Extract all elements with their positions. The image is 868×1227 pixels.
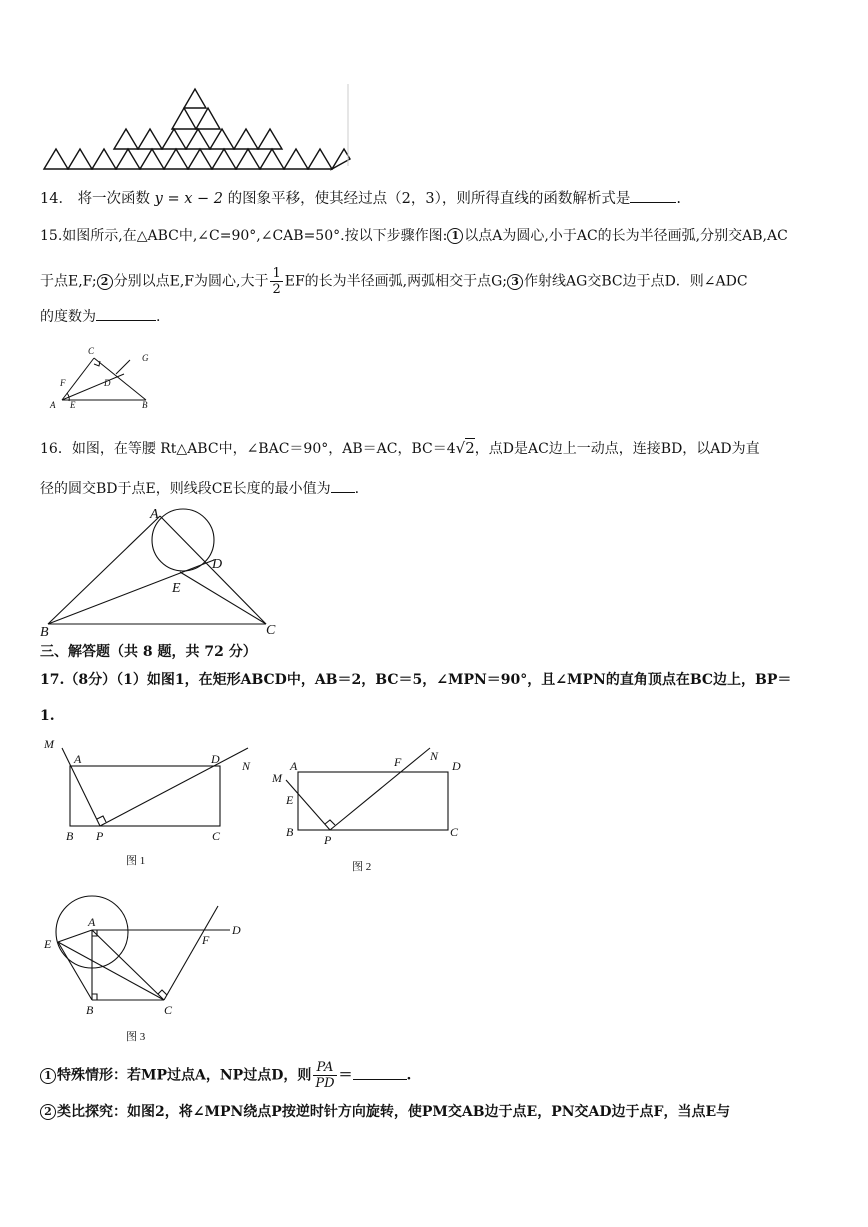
- fig1-label-m: M: [44, 737, 54, 751]
- q15-answer-blank[interactable]: [96, 306, 156, 321]
- q16-figure: [36, 504, 286, 638]
- fig1-label-b: B: [66, 829, 74, 843]
- q15-line-3: 的度数为: [40, 309, 96, 325]
- fig3-label-d: D: [232, 923, 241, 937]
- q15-label-a: A: [50, 400, 56, 410]
- q15-label-e: E: [70, 400, 76, 410]
- q17-part-1-end: .: [406, 1067, 412, 1084]
- fig3-label-b: B: [86, 1003, 94, 1017]
- q16-label-d: D: [212, 557, 223, 572]
- q16-answer-blank[interactable]: [331, 478, 355, 493]
- q16-label-a: A: [150, 507, 159, 522]
- fig2-label-p: P: [324, 833, 332, 847]
- q14-end: .: [676, 191, 681, 207]
- fig1-label-n: N: [242, 759, 251, 773]
- fig2-label-c: C: [450, 825, 459, 839]
- q17-part-2-marker: 2: [40, 1104, 56, 1120]
- question-17-line-1: 17.（8分）（1）如图1，在矩形ABCD中，AB＝2，BC＝5，∠MPN＝90°，且∠MPN的直角顶点在BC边上，BP＝: [40, 672, 792, 688]
- q16-end: .: [354, 481, 360, 497]
- fig3-label-f: F: [202, 933, 210, 947]
- q14-text-pre: 将一次函数: [77, 191, 151, 207]
- fig3-label-a: A: [88, 915, 96, 929]
- question-15-line-3: [40, 306, 160, 327]
- q15-label-b: B: [142, 400, 148, 410]
- q15-frac-num: 1: [272, 266, 281, 281]
- q16-line-1b: ，点D是AC边上一动点，连接BD，以AD为直: [474, 441, 760, 457]
- q15-figure: [44, 344, 164, 414]
- fig1-label-a: A: [74, 752, 82, 766]
- fig1-label-p: P: [96, 829, 104, 843]
- q16-line-1a: 16．如图，在等腰 Rt△ABC中，∠BAC＝90°，AB＝AC，BC＝4: [40, 441, 456, 457]
- q15-label-f: F: [60, 378, 66, 388]
- q17-figure-3: [40, 880, 260, 1046]
- q17-pa-pd-fraction: [313, 1060, 336, 1091]
- q15-frac-den: 2: [272, 282, 281, 297]
- fig2-label-a: A: [290, 759, 298, 773]
- fig3-caption: 图 3: [126, 1031, 146, 1043]
- q15-line-2a: 于点E,F;: [40, 273, 97, 290]
- fig1-caption: 图 1: [126, 855, 146, 867]
- q15-label-d: D: [104, 378, 111, 388]
- fig1-label-c: C: [212, 829, 221, 843]
- q17-part-2-text: 类比探究：如图2，将∠MPN绕点P按逆时针方向旋转，使PM交AB边于点E，PN交AD边于点F，当点E与: [57, 1104, 731, 1120]
- q15-label-g: G: [142, 353, 149, 363]
- q14-answer-blank[interactable]: [630, 188, 676, 203]
- fig2-label-n: N: [430, 749, 439, 763]
- fig2-label-b: B: [286, 825, 294, 839]
- q15-step-2: 分别以点E,F为圆心,大于: [113, 273, 269, 290]
- q17-part-2: [40, 1102, 730, 1122]
- q17-part-1-text: 特殊情形：若MP过点A，NP过点D，则: [57, 1067, 312, 1084]
- q15-half-fraction: [270, 266, 282, 297]
- q15-step-3: 作射线AG交BC边于点D．则∠ADC: [524, 273, 748, 290]
- q17-part-1-eq: ＝: [338, 1067, 353, 1084]
- question-16-line-1: [40, 438, 760, 459]
- question-15-line-1: [40, 226, 788, 246]
- q17-frac-num: PA: [313, 1060, 336, 1076]
- q16-label-e: E: [172, 581, 181, 596]
- fig3-label-e: E: [44, 937, 52, 951]
- q17-part-1: [40, 1060, 411, 1091]
- q17-part-1-marker: 1: [40, 1068, 56, 1084]
- q15-step-1-marker: 1: [447, 228, 463, 244]
- triangle-pattern-figure: [40, 80, 352, 172]
- q15-step-3-marker: 3: [507, 274, 523, 290]
- question-15-line-2: [40, 266, 748, 297]
- q16-sqrt: √2: [455, 439, 475, 457]
- q16-label-c: C: [266, 623, 276, 638]
- fig1-label-d: D: [211, 752, 220, 766]
- q16-sqrt-arg: 2: [465, 439, 475, 457]
- q15-line-2b: EF的长为半径画弧,两弧相交于点G;: [284, 273, 508, 290]
- q17-figure-2: [270, 740, 470, 876]
- fig2-caption: 图 2: [352, 861, 372, 873]
- q17-part-1-answer-blank[interactable]: [353, 1065, 407, 1080]
- q14-number: 14．: [40, 191, 73, 207]
- fig2-label-d: D: [452, 759, 461, 773]
- fig3-label-c: C: [164, 1003, 173, 1017]
- question-17-line-2: 1.: [40, 708, 55, 724]
- q14-text-mid: 的图象平移，使其经过点（2，3），则所得直线的函数解析式是: [227, 191, 631, 207]
- q17-figure-1: [40, 734, 270, 874]
- fig2-label-e: E: [286, 793, 294, 807]
- fig2-label-m: M: [272, 771, 282, 785]
- q17-frac-den: PD: [315, 1076, 335, 1091]
- fig2-label-f: F: [394, 755, 402, 769]
- question-16-line-2: [40, 478, 359, 499]
- section-3-heading: 三、解答题（共 8 题，共 72 分）: [40, 644, 257, 660]
- q16-line-2: 径的圆交BD于点E，则线段CE长度的最小值为: [40, 481, 331, 497]
- q15-label-c: C: [88, 346, 95, 356]
- q14-formula: y = x − 2: [154, 191, 224, 207]
- question-14: [40, 188, 681, 209]
- q16-label-b: B: [40, 625, 49, 638]
- q15-step-1: 以点A为圆心,小于AC的长为半径画弧,分别交AB,AC: [464, 228, 788, 244]
- q15-intro: 15.如图所示,在△ABC中,∠C=90°,∠CAB=50°.按以下步骤作图:: [40, 228, 448, 244]
- q15-step-2-marker: 2: [97, 274, 113, 290]
- q15-end: .: [156, 309, 161, 325]
